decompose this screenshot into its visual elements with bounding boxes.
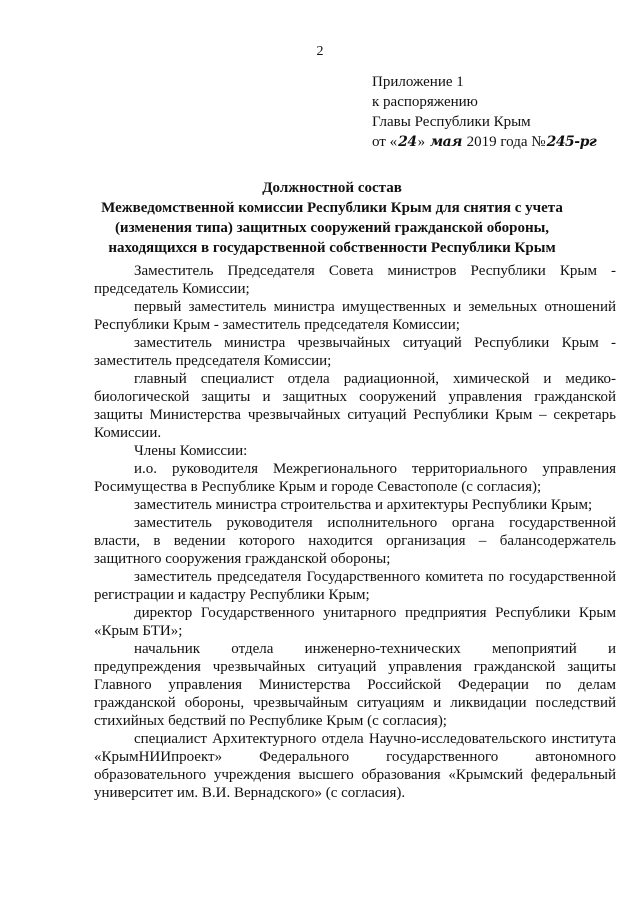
title-line-4: находящихся в государственной собственности Республики Крым (108, 240, 556, 256)
title-line-1: Должностной состав (262, 180, 402, 196)
appendix-line-2: к распоряжению (372, 94, 478, 110)
handwritten-day: 24 (398, 134, 417, 150)
appendix-line-3: Главы Республики Крым (372, 114, 531, 130)
paragraph-deputy-chair-2: заместитель министра чрезвычайных ситуаций Республики Крым - заместитель председателя Комиссии; (94, 335, 616, 369)
paragraph-deputy-chair-1: первый заместитель министра имущественных и земельных отношений Республики Крым - заместитель председателя Комиссии; (94, 299, 616, 333)
paragraph-member-1: и.о. руководителя Межрегионального территориального управления Росимущества в Республике Крым и городе Севастополе (с согласия); (94, 461, 616, 495)
date-prefix: от « (372, 134, 398, 150)
year-text: 2019 года № (466, 134, 546, 150)
title-line-2: Межведомственной комиссии Республики Крым для снятия с учета (101, 200, 563, 216)
title-line-3: (изменения типа) защитных сооружений гражданской обороны, (114, 220, 550, 236)
handwritten-month: мая (429, 134, 462, 150)
paragraph-member-2: заместитель министра строительства и архитектуры Республики Крым; (134, 497, 593, 513)
document-body (94, 262, 616, 802)
paragraph-member-6: начальник отдела инженерно-технических мепоприятий и предупреждения чрезвычайных ситуаций управления гражданской защиты Главного управления Министерства Российской Федерации по делам гражданской обороны, чрезвычайным ситуациям и ликвидации последствий стихийных бедствий по Республике Крым (с согласия); (94, 641, 616, 729)
date-mid: » (417, 134, 426, 150)
document-title (94, 178, 570, 258)
paragraph-chairman: Заместитель Председателя Совета министров Республики Крым - председатель Комиссии; (94, 263, 616, 297)
paragraph-members-heading: Члены Комиссии: (134, 443, 248, 459)
handwritten-number: 245-рг (546, 134, 597, 150)
paragraph-secretary: главный специалист отдела радиационной, химической и медико-биологической защиты и защитных сооружений управления гражданской защиты Министерства чрезвычайных ситуаций Республики Крым – секретарь Комиссии. (94, 371, 616, 441)
page-number: 2 (316, 44, 324, 59)
paragraph-member-7: специалист Архитектурного отдела Научно-исследовательского института «КрымНИИпроект» Федерального государственного автономного образовательного учреждения высшего образования «Крымский федеральный университет им. В.И. Вернадского» (с согласия). (94, 731, 616, 801)
paragraph-member-4: заместитель председателя Государственного комитета по государственной регистрации и кадастру Республики Крым; (94, 569, 616, 603)
paragraph-member-5: директор Государственного унитарного предприятия Республики Крым «Крым БТИ»; (94, 605, 616, 639)
appendix-line-1: Приложение 1 (372, 74, 464, 90)
paragraph-member-3: заместитель руководителя исполнительного органа государственной власти, в ведении которого находится организация – балансодержатель защитного сооружения гражданской обороны; (94, 515, 616, 567)
appendix-header (372, 72, 622, 152)
appendix-date-line (372, 132, 622, 152)
